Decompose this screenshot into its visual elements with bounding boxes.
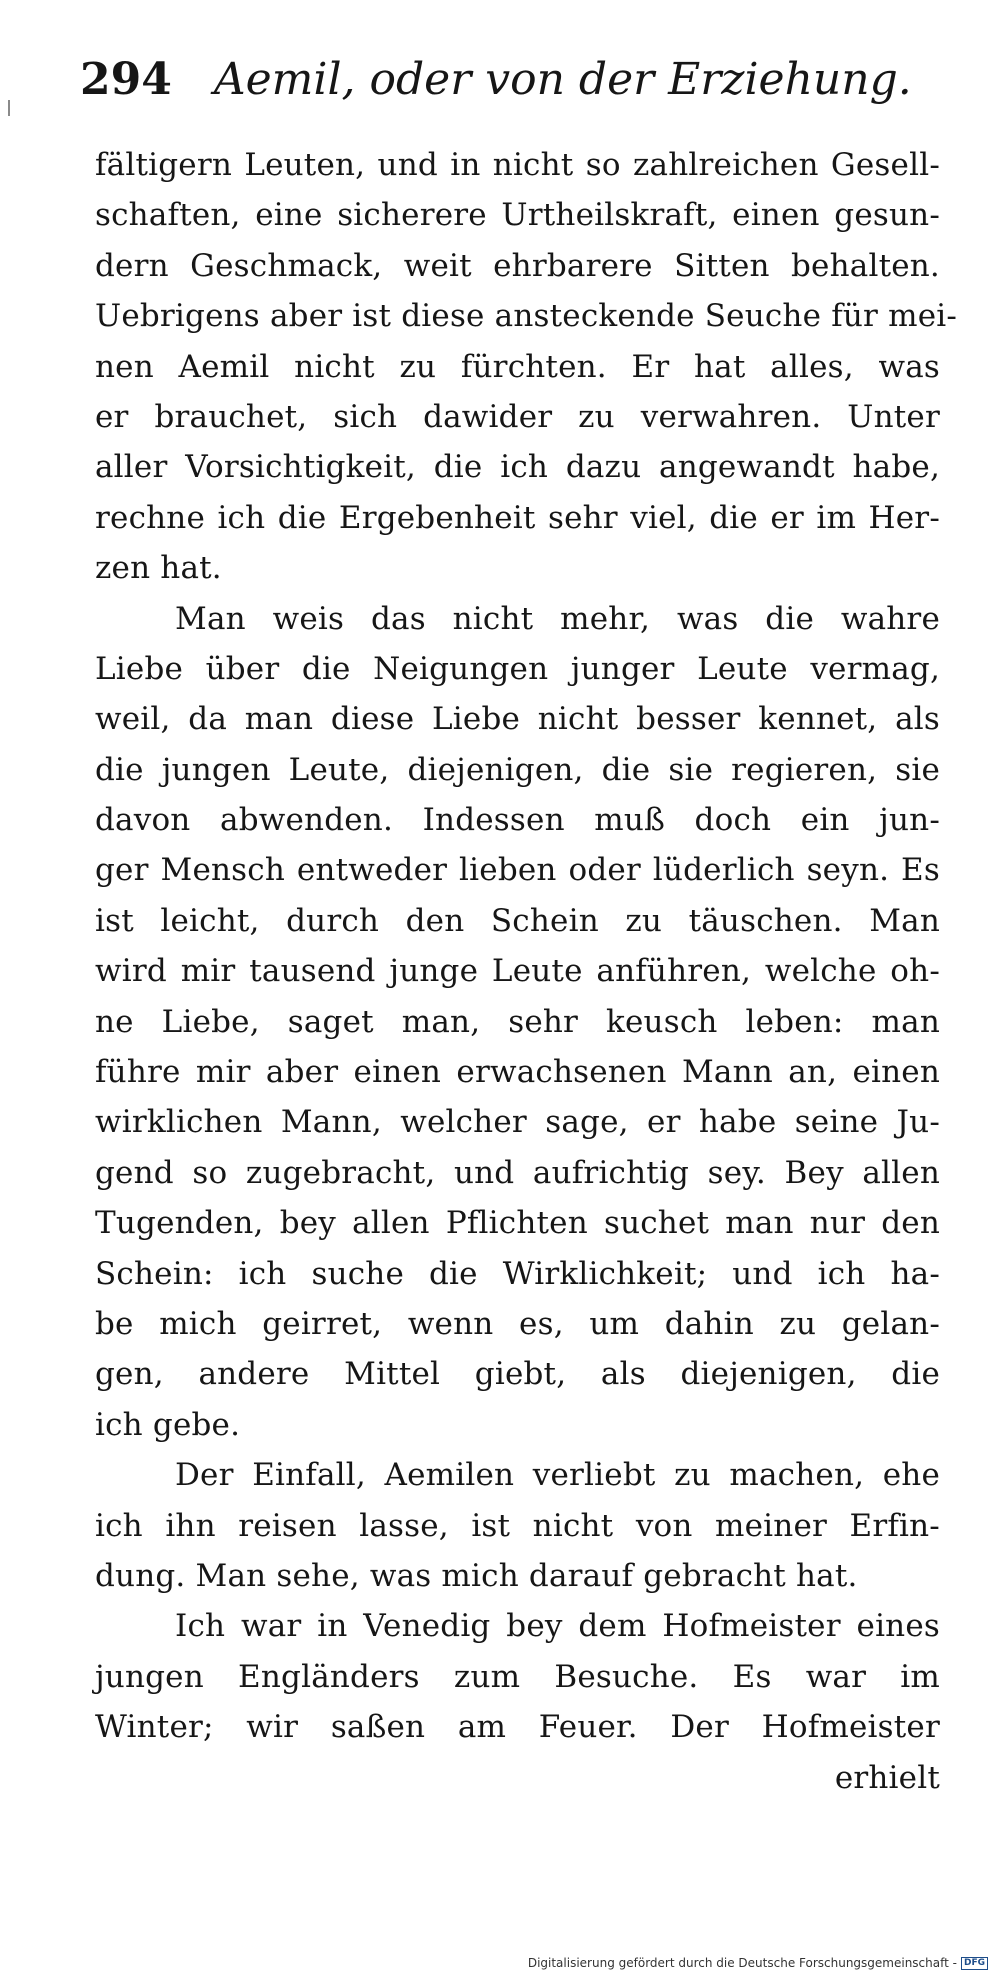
text-line: be mich geirret, wenn es, um dahin zu gelan-	[95, 1305, 940, 1342]
body-text	[95, 140, 958, 1803]
text-line: schaften, eine sicherere Urtheilskraft, einen gesun-	[95, 197, 940, 234]
text-line: ist leicht, durch den Schein zu täuschen. Man	[95, 902, 940, 939]
text-line: wirklichen Mann, welcher sage, er habe seine Ju-	[95, 1104, 940, 1141]
page-header	[80, 40, 960, 120]
text-line: Tugenden, bey allen Pflichten suchet man nur den	[95, 1205, 940, 1242]
running-title: Aemil, oder von der Erziehung.	[213, 54, 912, 105]
text-line: Man weis das nicht mehr, was die wahre	[175, 600, 940, 637]
text-line: nen Aemil nicht zu fürchten. Er hat alles, was	[95, 348, 940, 385]
text-line: führe mir aber einen erwachsenen Mann an, einen	[95, 1054, 940, 1091]
text-line: fältigern Leuten, und in nicht so zahlreichen Gesell-	[95, 147, 940, 183]
dfg-logo: DFG	[961, 1957, 988, 1970]
text-line: zen hat.	[95, 550, 222, 587]
text-line: davon abwenden. Indessen muß doch ein jun-	[95, 802, 940, 839]
text-line: weil, da man diese Liebe nicht besser kennet, als	[95, 701, 940, 738]
text-line: die jungen Leute, diejenigen, die sie regieren, sie	[95, 751, 940, 788]
digitization-credit	[528, 1956, 988, 1970]
text-line: dung. Man sehe, was mich darauf gebracht hat.	[95, 1557, 858, 1594]
text-line: gen, andere Mittel giebt, als diejenigen, die	[95, 1356, 940, 1393]
text-line: wird mir tausend junge Leute anführen, welche oh-	[95, 953, 940, 990]
text-line: rechne ich die Ergebenheit sehr viel, die er im Her-	[95, 499, 940, 536]
text-line: gend so zugebracht, und aufrichtig sey. Bey allen	[95, 1154, 940, 1191]
text-line: Ich war in Venedig bey dem Hofmeister eines	[175, 1608, 940, 1645]
text-line: Schein: ich suche die Wirklichkeit; und ich ha-	[95, 1255, 940, 1292]
text-line: Liebe über die Neigungen junger Leute vermag,	[95, 650, 940, 687]
text-line: dern Geschmack, weit ehrbarere Sitten behalten.	[95, 247, 940, 284]
text-line: Uebrigens aber ist diese ansteckende Seuche für mei-	[95, 298, 958, 335]
credit-text: Digitalisierung gefördert durch die Deutsche Forschungsgemeinschaft -	[527, 1956, 957, 1970]
text-line: ich ihn reisen lasse, ist nicht von meiner Erfin-	[95, 1507, 940, 1544]
text-line: Der Einfall, Aemilen verliebt zu machen, ehe	[175, 1457, 940, 1494]
text-line: Winter; wir saßen am Feuer. Der Hofmeister	[95, 1709, 940, 1746]
page-number: 294	[80, 54, 172, 105]
text-line: ich gebe.	[95, 1406, 241, 1443]
margin-mark	[8, 100, 10, 116]
text-line: ger Mensch entweder lieben oder lüderlich seyn. Es	[95, 852, 940, 889]
catchword: erhielt	[834, 1759, 940, 1796]
text-line: jungen Engländers zum Besuche. Es war im	[95, 1658, 940, 1695]
text-line: aller Vorsichtigkeit, die ich dazu angewandt habe,	[95, 449, 940, 486]
text-line: er brauchet, sich dawider zu verwahren. Unter	[95, 398, 940, 435]
text-line: ne Liebe, saget man, sehr keusch leben: man	[95, 1003, 940, 1040]
